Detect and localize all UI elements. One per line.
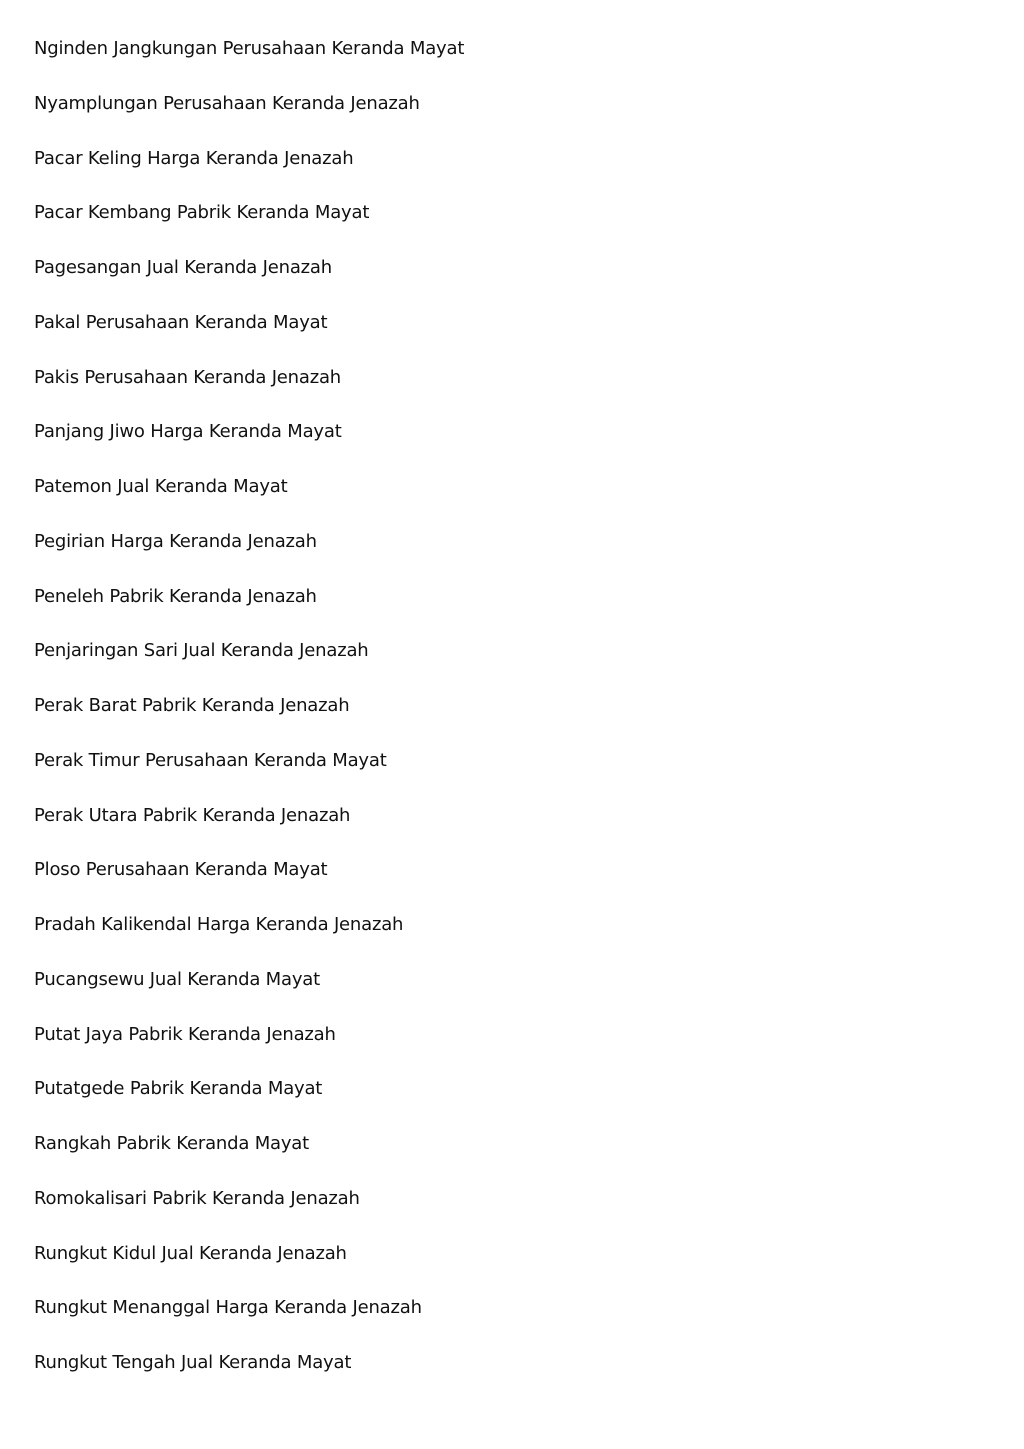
text-line: Pegirian Harga Keranda Jenazah	[34, 530, 317, 552]
text-line: Rangkah Pabrik Keranda Mayat	[34, 1133, 309, 1154]
text-line: Perak Barat Pabrik Keranda Jenazah	[34, 695, 350, 716]
text-line: Pakal Perusahaan Keranda Mayat	[34, 311, 328, 333]
text-line: Pacar Keling Harga Keranda Jenazah	[34, 147, 354, 169]
text-line: Nyamplungan Perusahaan Keranda Jenazah	[34, 92, 420, 114]
text-line: Patemon Jual Keranda Mayat	[34, 476, 288, 497]
text-line: Rungkut Menanggal Harga Keranda Jenazah	[34, 1297, 422, 1319]
text-line: Perak Utara Pabrik Keranda Jenazah	[34, 804, 351, 826]
text-line: Nginden Jangkungan Perusahaan Keranda Mayat	[34, 38, 465, 59]
text-line: Pakis Perusahaan Keranda Jenazah	[34, 366, 342, 388]
text-line: Rungkut Kidul Jual Keranda Jenazah	[34, 1242, 347, 1264]
text-line: Rungkut Tengah Jual Keranda Mayat	[34, 1352, 352, 1373]
text-line: Romokalisari Pabrik Keranda Jenazah	[34, 1187, 360, 1209]
text-line: Pucangsewu Jual Keranda Mayat	[34, 968, 320, 990]
text-line: Panjang Jiwo Harga Keranda Mayat	[34, 421, 342, 443]
text-line: Ploso Perusahaan Keranda Mayat	[34, 859, 328, 881]
text-line: Putat Jaya Pabrik Keranda Jenazah	[34, 1023, 336, 1045]
text-line: Perak Timur Perusahaan Keranda Mayat	[34, 749, 387, 771]
text-line: Peneleh Pabrik Keranda Jenazah	[34, 585, 317, 607]
text-line: Pacar Kembang Pabrik Keranda Mayat	[34, 202, 370, 224]
document-body	[34, 36, 984, 1405]
text-line: Penjaringan Sari Jual Keranda Jenazah	[34, 640, 369, 662]
text-line: Pradah Kalikendal Harga Keranda Jenazah	[34, 914, 404, 935]
text-line: Pagesangan Jual Keranda Jenazah	[34, 257, 332, 278]
text-line: Putatgede Pabrik Keranda Mayat	[34, 1078, 323, 1100]
